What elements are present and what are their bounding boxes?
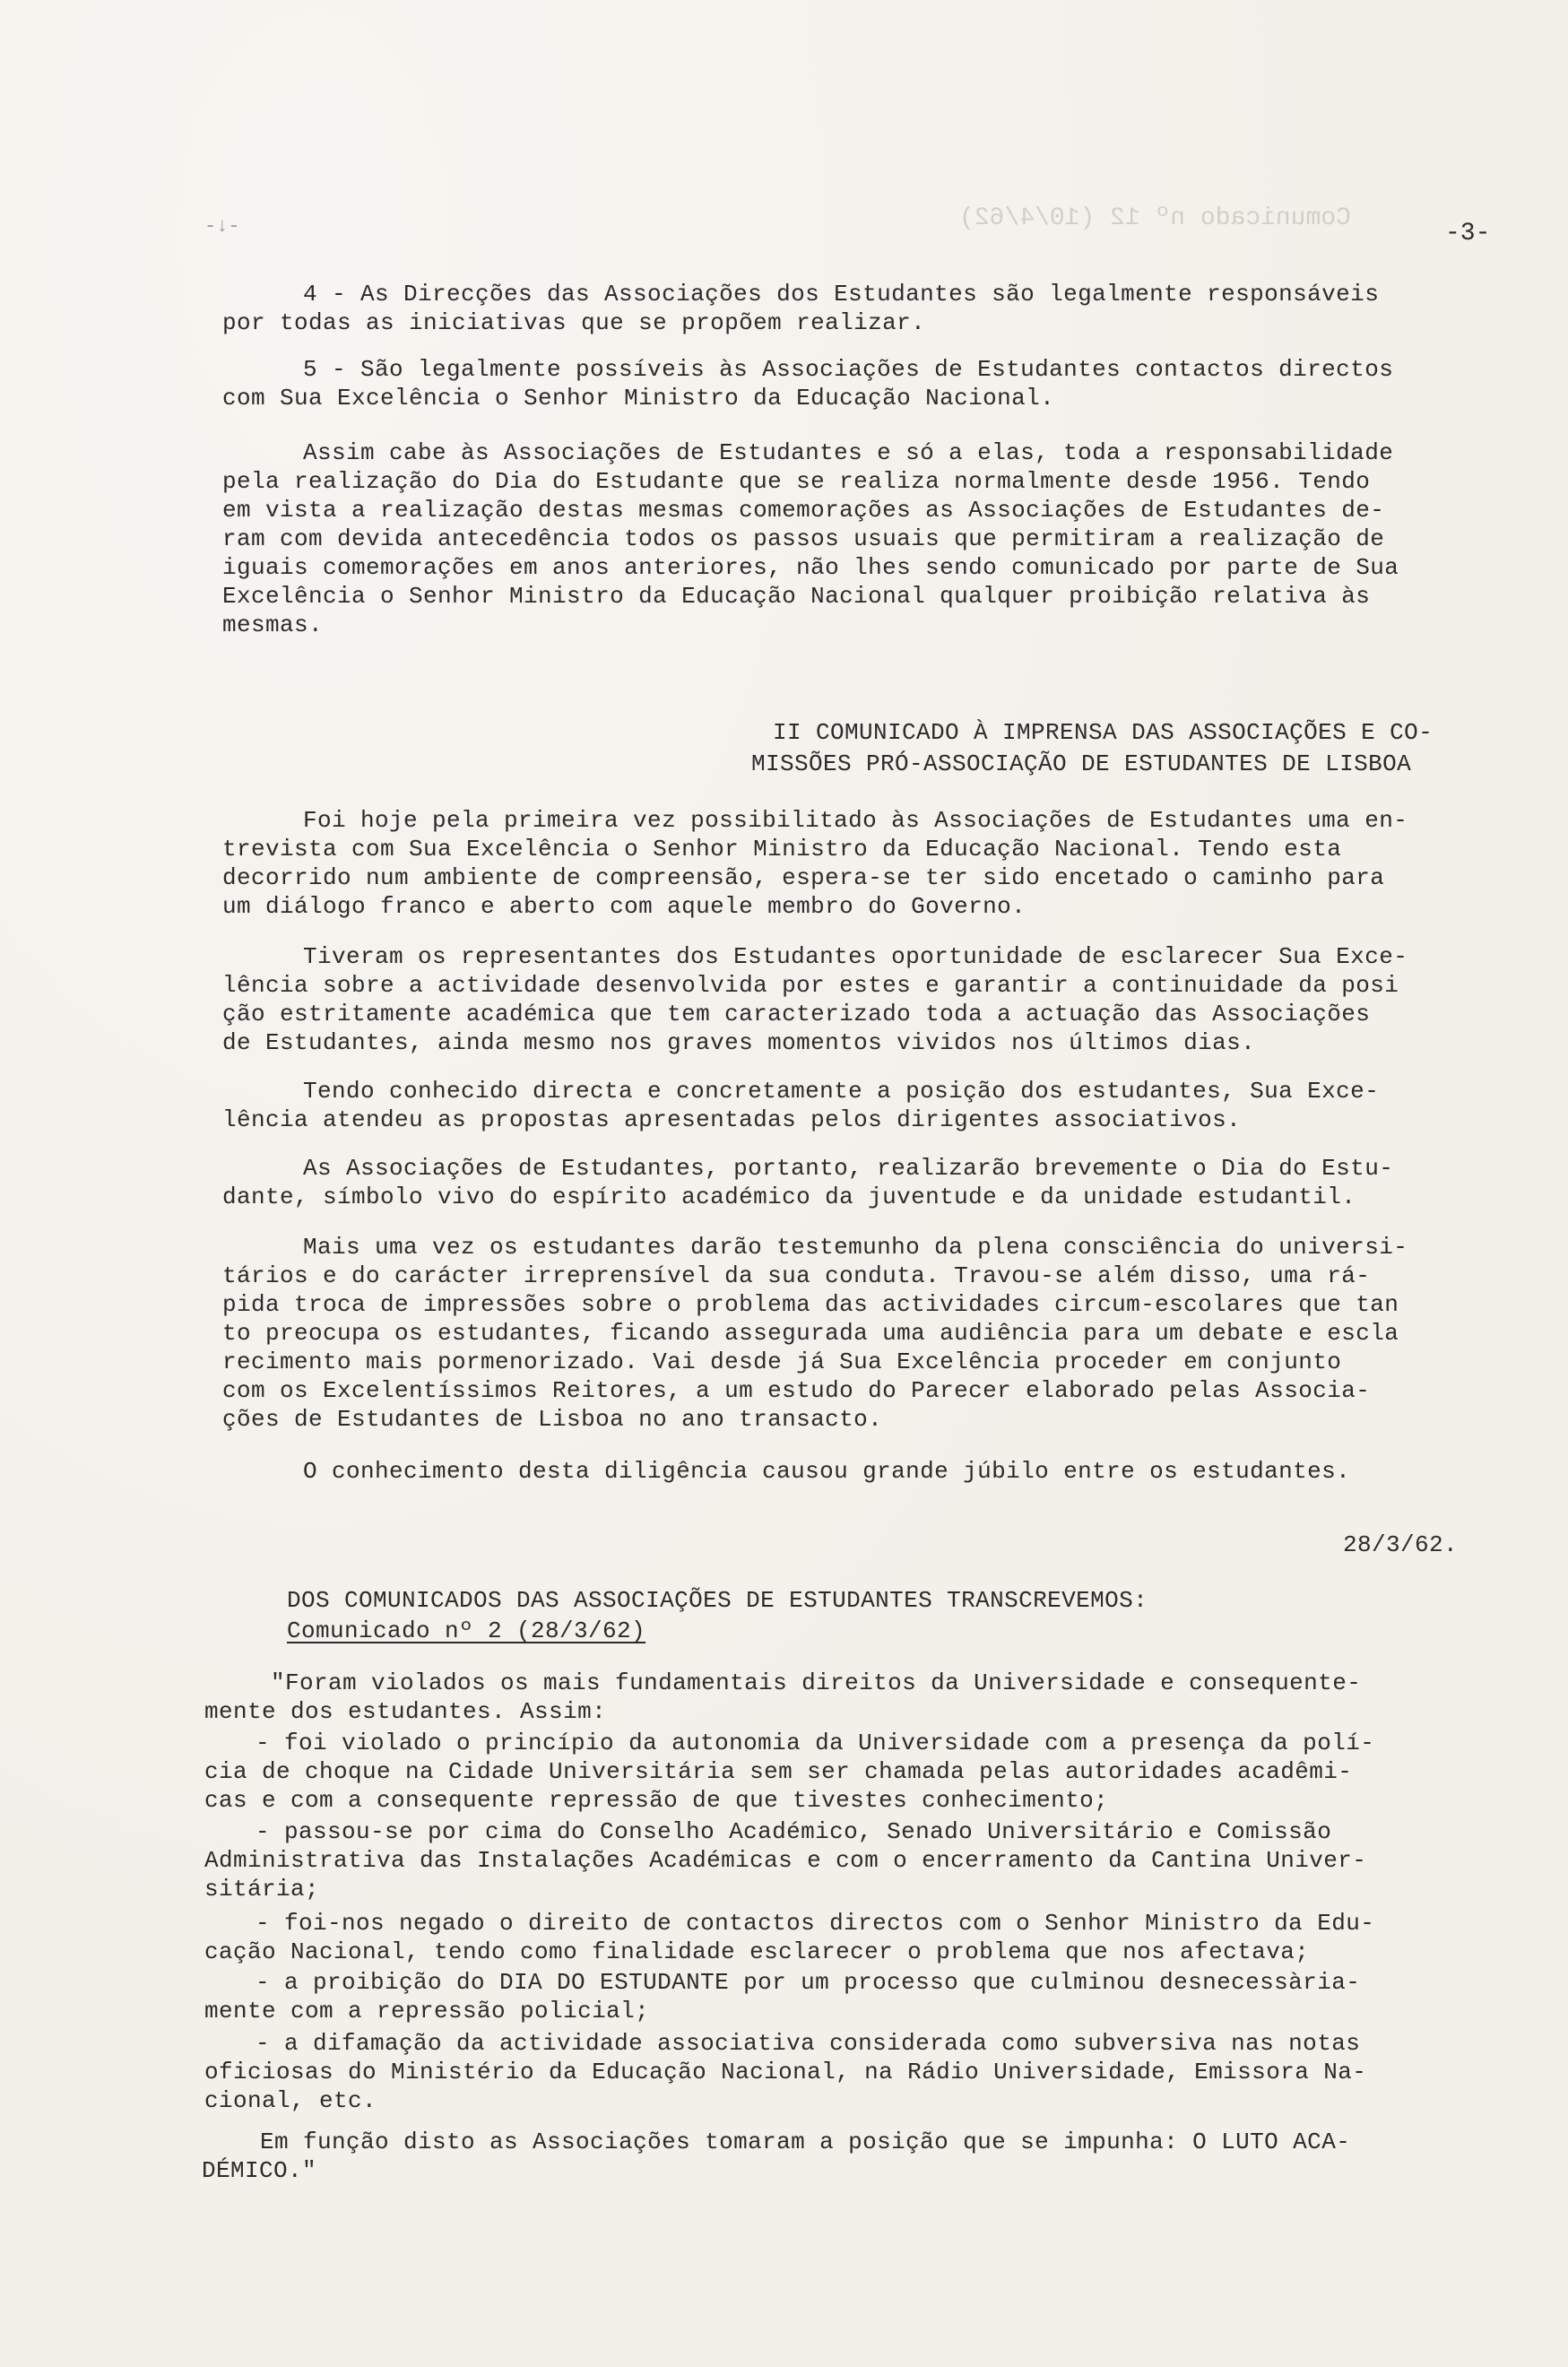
paragraph-line: de Estudantes, ainda mesmo nos graves momentos vividos nos últimos dias. xyxy=(222,1029,1256,1056)
section-subheading: Comunicado nº 2 (28/3/62) xyxy=(287,1617,646,1644)
paragraph-line: Tendo conhecido directa e concretamente a posição dos estudantes, Sua Exce- xyxy=(303,1078,1380,1105)
paragraph-line: 4 - As Direcções das Associações dos Estudantes são legalmente responsáveis xyxy=(303,281,1380,308)
paragraph-line: por todas as iniciativas que se propõem realizar. xyxy=(222,309,926,336)
quote-line: DÉMICO." xyxy=(202,2157,317,2184)
paragraph-line: ram com devida antecedência todos os passos usuais que permitiram a realização de xyxy=(222,525,1385,552)
paragraph-line: ções de Estudantes de Lisboa no ano transacto. xyxy=(222,1406,883,1433)
paragraph-line: 5 - São legalmente possíveis às Associações de Estudantes contactos directos xyxy=(303,356,1394,383)
quote-line: cação Nacional, tendo como finalidade esclarecer o problema que nos afectava; xyxy=(204,1938,1310,1965)
bleed-through-text: Comunicado nº 12 (10/4/62) xyxy=(959,204,1351,232)
paragraph-line: com Sua Excelência o Senhor Ministro da Educação Nacional. xyxy=(222,385,1055,412)
quote-line: mente dos estudantes. Assim: xyxy=(204,1698,607,1725)
paragraph-line: ção estritamente académica que tem caracterizado toda a actuação das Associações xyxy=(222,1001,1371,1027)
paragraph-line: Foi hoje pela primeira vez possibilitado às Associações de Estudantes uma en- xyxy=(303,807,1408,834)
paragraph-line: O conhecimento desta diligência causou grande júbilo entre os estudantes. xyxy=(303,1458,1351,1485)
paragraph-line: recimento mais pormenorizado. Vai desde já Sua Excelência proceder em conjunto xyxy=(222,1348,1342,1375)
quote-line: - a difamação da actividade associativa considerada como subversiva nas notas xyxy=(256,2030,1361,2057)
paragraph-line: trevista com Sua Excelência o Senhor Ministro da Educação Nacional. Tendo esta xyxy=(222,836,1342,863)
paragraph-line: pida troca de impressões sobre o problema das actividades circum-escolares que tan xyxy=(222,1291,1399,1318)
quote-line: sitária; xyxy=(204,1876,320,1903)
quote-line: "Foram violados os mais fundamentais direitos da Universidade e consequente- xyxy=(271,1669,1362,1696)
paragraph-line: Mais uma vez os estudantes darão testemunho da plena consciência do universi- xyxy=(303,1234,1408,1261)
paragraph-line: dante, símbolo vivo do espírito académico da juventude e da unidade estudantil. xyxy=(222,1184,1356,1210)
quote-line: - foi-nos negado o direito de contactos directos com o Senhor Ministro da Edu- xyxy=(256,1910,1375,1937)
paragraph-line: um diálogo franco e aberto com aquele membro do Governo. xyxy=(222,893,1027,920)
section-title: MISSÕES PRÓ-ASSOCIAÇÃO DE ESTUDANTES DE LISBOA xyxy=(751,750,1412,777)
paragraph-line: lência atendeu as propostas apresentadas pelos dirigentes associativos. xyxy=(222,1106,1242,1133)
date-line: 28/3/62. xyxy=(1343,1531,1459,1558)
paragraph-line: decorrido num ambiente de compreensão, espera-se ter sido encetado o caminho para xyxy=(222,864,1385,891)
quote-line: cas e com a consequente repressão de que tivestes conhecimento; xyxy=(204,1787,1109,1814)
quote-line: - foi violado o princípio da autonomia da Universidade com a presença da polí- xyxy=(256,1730,1375,1756)
section-heading: DOS COMUNICADOS DAS ASSOCIAÇÕES DE ESTUDANTES TRANSCREVEMOS: xyxy=(287,1587,1148,1614)
quote-line: Administrativa das Instalações Académicas e com o encerramento da Cantina Univer- xyxy=(204,1847,1367,1874)
paragraph-line: iguais comemorações em anos anteriores, não lhes sendo comunicado por parte de Sua xyxy=(222,554,1399,581)
paragraph-line: tários e do carácter irreprensível da sua conduta. Travou-se além disso, uma rá- xyxy=(222,1262,1371,1289)
paragraph-line: em vista a realização destas mesmas comemorações as Associações de Estudantes de- xyxy=(222,497,1385,524)
paragraph-line: pela realização do Dia do Estudante que se realiza normalmente desde 1956. Tendo xyxy=(222,468,1371,495)
quote-line: Em função disto as Associações tomaram a posição que se impunha: O LUTO ACA- xyxy=(260,2129,1351,2155)
paragraph-line: to preocupa os estudantes, ficando assegurada uma audiência para um debate e escla xyxy=(222,1320,1399,1347)
quote-line: oficiosas do Ministério da Educação Nacional, na Rádio Universidade, Emissora Na- xyxy=(204,2059,1367,2085)
paragraph-line: lência sobre a actividade desenvolvida por estes e garantir a continuidade da posi xyxy=(222,972,1399,999)
quote-line: cional, etc. xyxy=(204,2087,377,2114)
paragraph-line: As Associações de Estudantes, portanto, realizarão brevemente o Dia do Estu- xyxy=(303,1155,1394,1182)
page-number: -3- xyxy=(1445,220,1491,247)
quote-line: cia de choque na Cidade Universitária sem ser chamada pelas autoridades acadêmi- xyxy=(204,1758,1353,1785)
paragraph-line: Tiveram os representantes dos Estudantes oportunidade de esclarecer Sua Exce- xyxy=(303,943,1408,970)
quote-line: - a proibição do DIA DO ESTUDANTE por um processo que culminou desnecessària- xyxy=(256,1969,1361,1996)
paragraph-line: Assim cabe às Associações de Estudantes e só a elas, toda a responsabilidade xyxy=(303,439,1394,466)
top-mark: -↓- xyxy=(204,215,240,238)
paragraph-line: mesmas. xyxy=(222,611,324,638)
paragraph-line: Excelência o Senhor Ministro da Educação Nacional qualquer proibição relativa às xyxy=(222,583,1371,610)
quote-line: - passou-se por cima do Conselho Académico, Senado Universitário e Comissão xyxy=(256,1818,1332,1845)
section-title: II COMUNICADO À IMPRENSA DAS ASSOCIAÇÕES E CO- xyxy=(773,719,1434,746)
paragraph-line: com os Excelentíssimos Reitores, a um estudo do Parecer elaborado pelas Associa- xyxy=(222,1377,1371,1404)
quote-line: mente com a repressão policial; xyxy=(204,1998,650,2025)
